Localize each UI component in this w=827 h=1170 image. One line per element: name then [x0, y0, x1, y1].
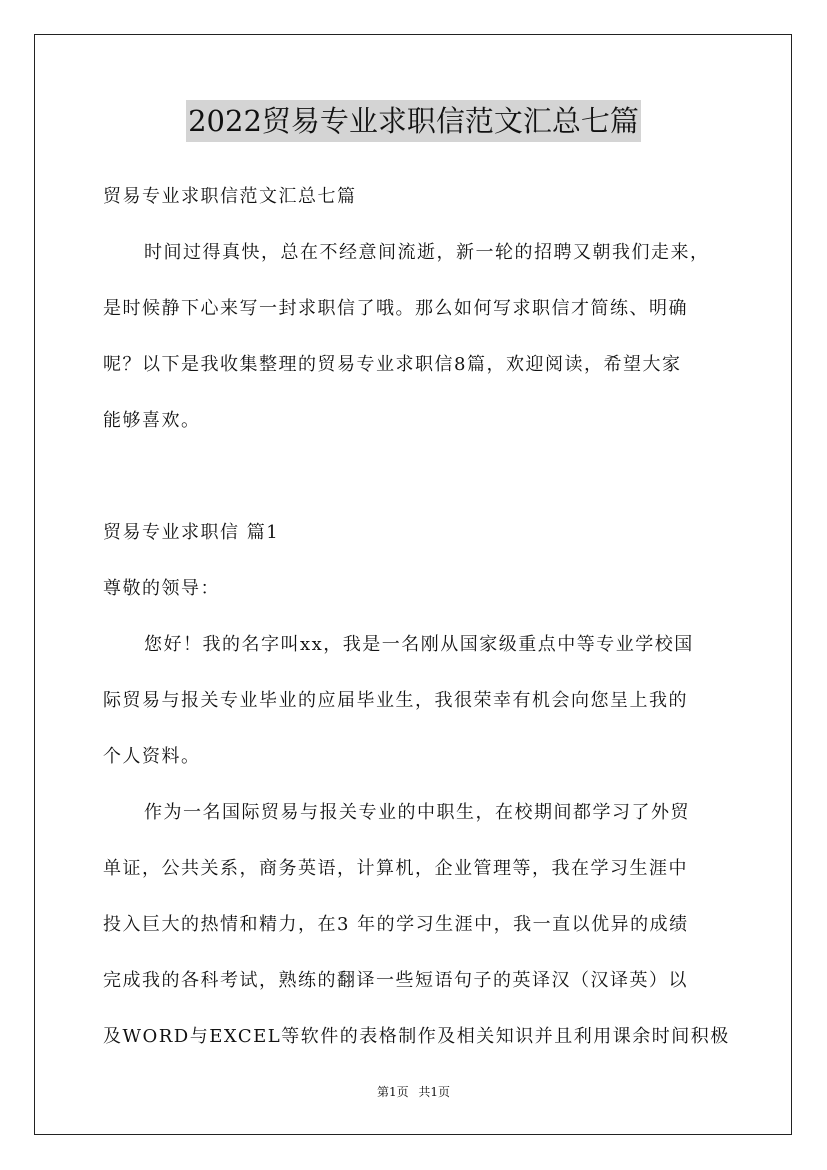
- body-line: 作为一名国际贸易与报关专业的中职生，在校期间都学习了外贸: [144, 802, 690, 823]
- document-title: 2022贸易专业求职信范文汇总七篇: [186, 100, 641, 142]
- body-line: 呢？以下是我收集整理的贸易专业求职信8篇，欢迎阅读，希望大家: [103, 354, 682, 375]
- body-line: 投入巨大的热情和精力，在3 年的学习生涯中，我一直以优异的成绩: [103, 914, 689, 935]
- salutation: 尊敬的领导：: [103, 578, 220, 599]
- section-heading: 贸易专业求职信 篇1: [103, 522, 280, 543]
- body-line: 您好！我的名字叫xx，我是一名刚从国家级重点中等专业学校国: [144, 634, 694, 655]
- body-line: 贸易专业求职信范文汇总七篇: [103, 186, 357, 207]
- body-line: 能够喜欢。: [103, 410, 201, 431]
- body-line: 个人资料。: [103, 746, 201, 767]
- body-line: 及WORD与EXCEL等软件的表格制作及相关知识并且利用课余时间积极: [103, 1026, 730, 1047]
- body-line: 际贸易与报关专业毕业的应届毕业生，我很荣幸有机会向您呈上我的: [103, 690, 688, 711]
- body-line: 完成我的各科考试，熟练的翻译一些短语句子的英译汉（汉译英）以: [103, 970, 688, 991]
- body-line: 时间过得真快，总在不经意间流逝，新一轮的招聘又朝我们走来，: [144, 242, 710, 263]
- body-line: 单证，公共关系，商务英语，计算机，企业管理等，我在学习生涯中: [103, 858, 688, 879]
- blank-line: [103, 449, 743, 505]
- page-number-total: 共1页: [418, 1085, 451, 1099]
- page-footer: [0, 1083, 827, 1101]
- page-number-current: 第1页: [376, 1085, 409, 1099]
- title-container: [0, 100, 827, 142]
- body-line: 是时候静下心来写一封求职信了哦。那么如何写求职信才简练、明确: [103, 298, 688, 319]
- document-body: [103, 169, 743, 1065]
